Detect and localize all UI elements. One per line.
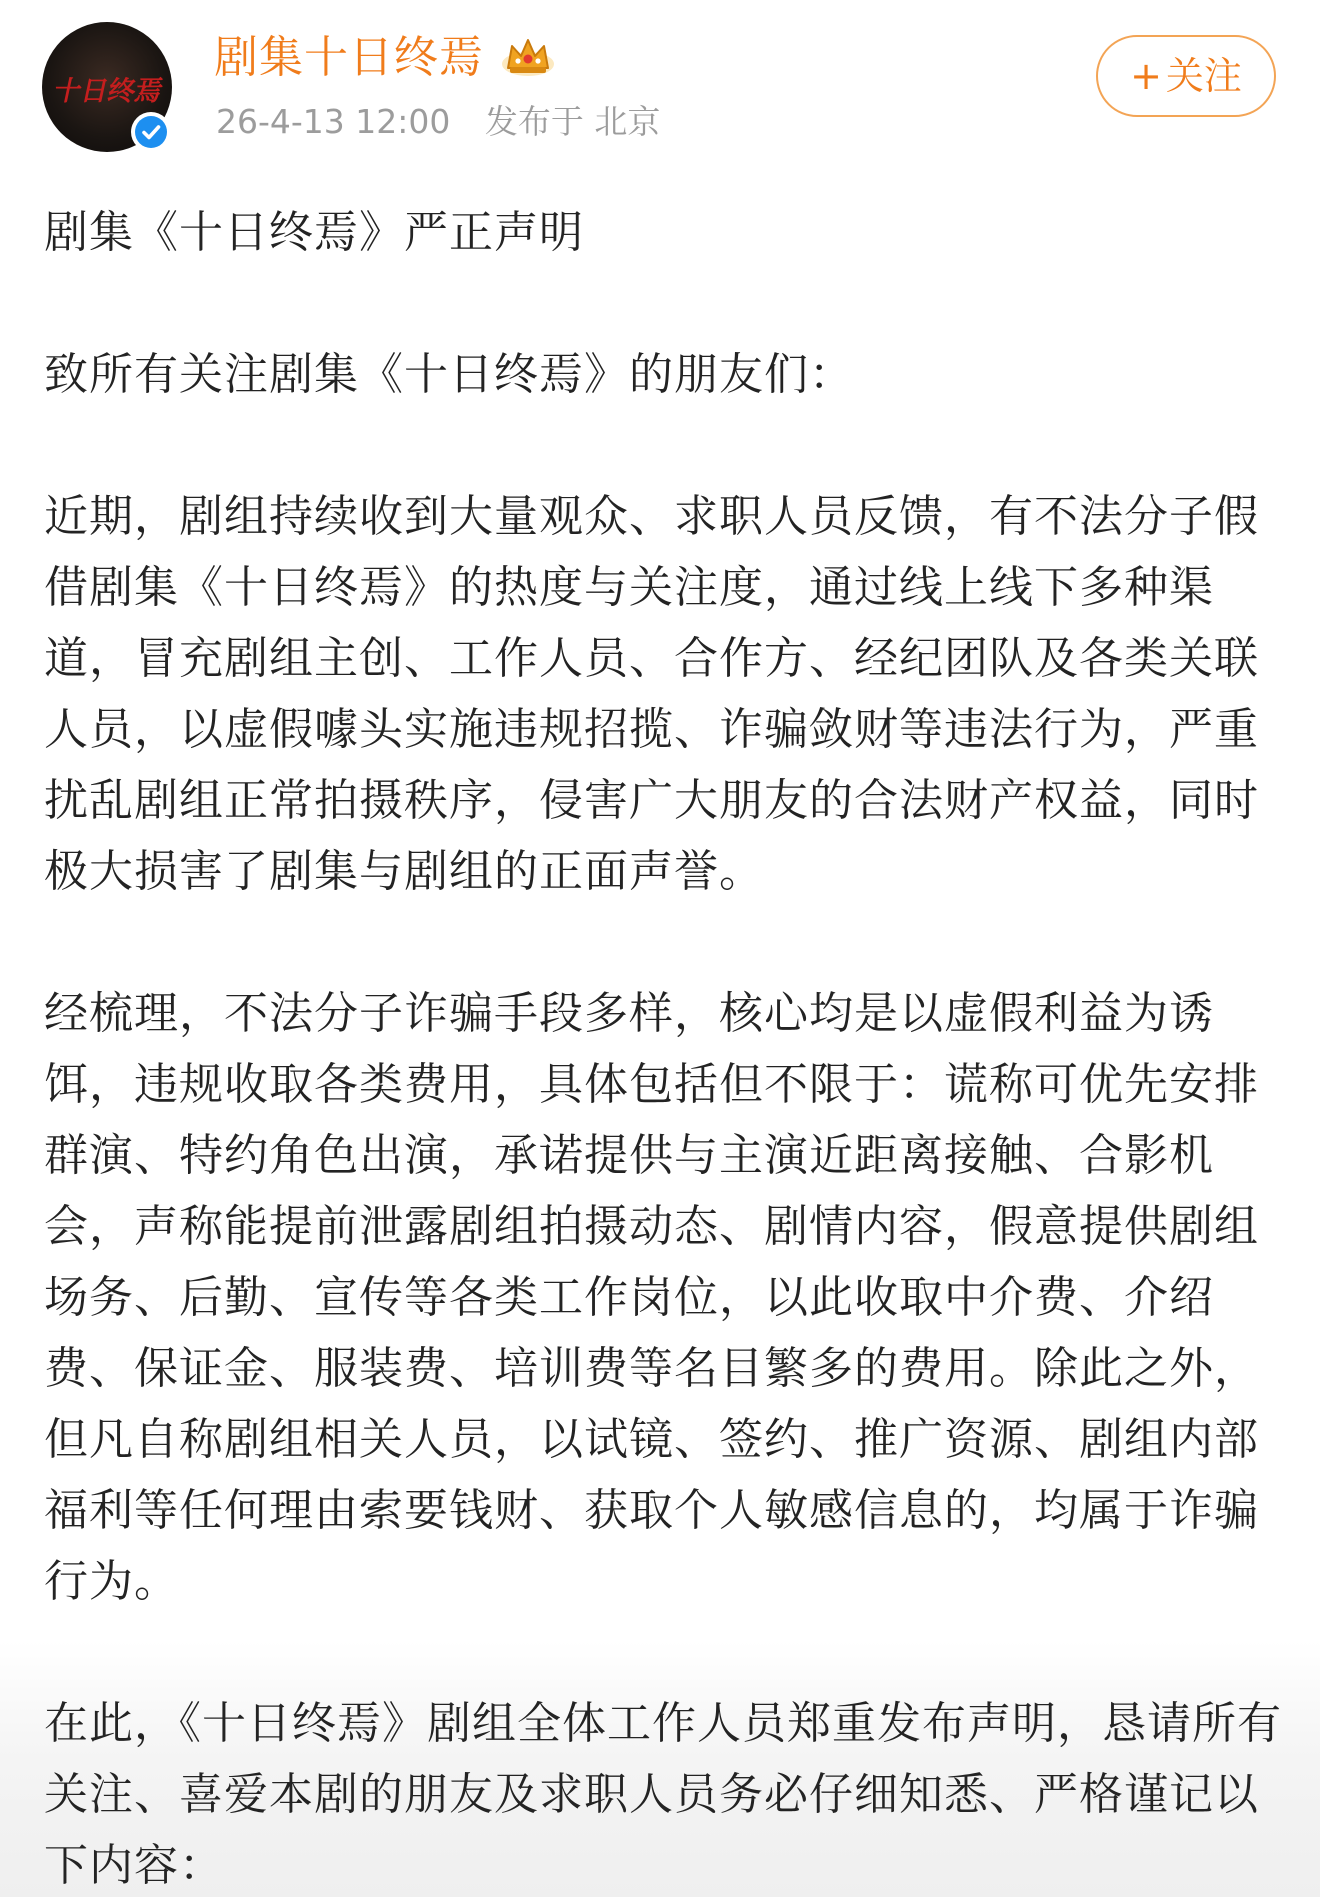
plus-icon: + xyxy=(1130,54,1162,98)
post-content xyxy=(44,197,1284,1901)
avatar-logo-text: 十日终焉 xyxy=(51,75,166,107)
crown-icon xyxy=(500,34,556,80)
statement-greeting: 致所有关注剧集《十日终焉》的朋友们： xyxy=(44,349,854,400)
follow-label: 关注 xyxy=(1165,54,1242,98)
statement-paragraph-1: 近期，剧组持续收到大量观众、求职人员反馈，有不法分子假借剧集《十日终焉》的热度与关注度，通过线上线下多种渠道，冒充剧组主创、工作人员、合作方、经纪团队及各类关联人员，以虚假噱头实施违规招揽、诈骗敛财等违法行为，严重扰乱剧组正常拍摄秩序，侵害广大朋友的合法财产权益，同时极大损害了剧集与剧组的正面声誉。 xyxy=(44,491,1259,897)
post-timestamp: 26-4-13 12:00 xyxy=(216,102,451,141)
statement-paragraph-3: 在此，《十日终焉》剧组全体工作人员郑重发布声明，恳请所有关注、喜爱本剧的朋友及求职人员务必仔细知悉、严格谨记以下内容： xyxy=(44,1698,1282,1891)
verified-check-icon xyxy=(135,116,167,148)
statement-paragraph-2: 经梳理，不法分子诈骗手段多样，核心均是以虚假利益为诱饵，违规收取各类费用，具体包括但不限于：谎称可优先安排群演、特约角色出演，承诺提供与主演近距离接触、合影机会，声称能提前泄露剧组拍摄动态、剧情内容，假意提供剧组场务、后勤、宣传等各类工作岗位，以此收取中介费、介绍费、保证金、服装费、培训费等名目繁多的费用。除此之外，但凡自称剧组相关人员，以试镜、签约、推广资源、剧组内部福利等任何理由索要钱财、获取个人敏感信息的，均属于诈骗行为。 xyxy=(44,988,1259,1607)
post-location: 发布于 北京 xyxy=(484,102,661,141)
author-name[interactable]: 剧集十日终焉 xyxy=(214,32,484,83)
verified-badge-icon xyxy=(131,112,171,152)
statement-title: 剧集《十日终焉》严正声明 xyxy=(44,207,584,258)
follow-button[interactable] xyxy=(1096,35,1276,117)
verified-badge-inner xyxy=(135,116,167,148)
post-header xyxy=(0,0,1320,180)
avatar-logo xyxy=(48,60,166,116)
post-meta xyxy=(216,100,660,144)
